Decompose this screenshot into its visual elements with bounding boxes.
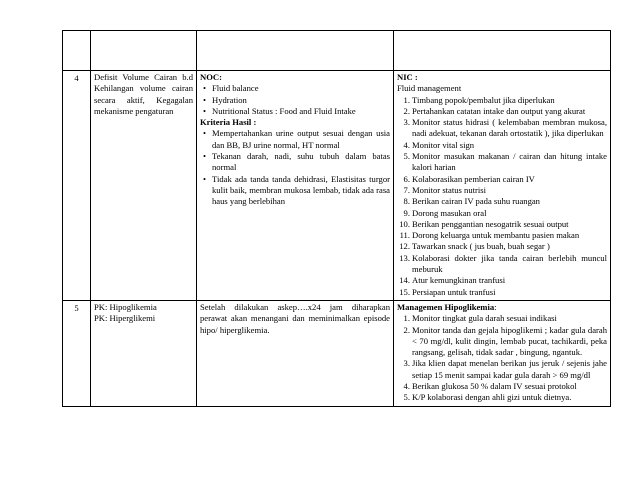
- nic-item-number: 3.: [403, 358, 410, 369]
- kriteria-heading: Kriteria Hasil :: [200, 117, 257, 128]
- nic-item-number: 7.: [403, 184, 410, 195]
- table-row-5: [63, 300, 611, 406]
- nic-item-text: Pertahankan catatan intake dan output yang akurat: [412, 105, 586, 116]
- nic-item-text: Persiapan untuk tranfusi: [412, 286, 496, 297]
- nic-item-text: K/P kolaborasi dengan ahli gizi untuk dietnya.: [412, 392, 572, 403]
- nic-item-text: Dorong masukan oral: [412, 207, 487, 218]
- nic-item-text: Kolaborasi dokter jika tanda cairan berlebih muncul meburuk: [412, 252, 607, 275]
- nic-item-text: Timbang popok/pembalut jika diperlukan: [412, 94, 555, 105]
- row-number: 5: [63, 300, 91, 406]
- nic-list: [397, 95, 607, 298]
- nic-item-text: Atur kemungkinan tranfusi: [412, 275, 506, 286]
- nic-item-number: 1.: [403, 94, 410, 105]
- nic-heading: NIC :: [397, 72, 418, 82]
- nic-item: [403, 392, 607, 403]
- diagnosis-cell: Defisit Volume Cairan b.d Kehilangan volume cairan secara aktif, Kegagalan mekanisme pengaturan: [91, 71, 197, 301]
- nic-item-number: 1.: [403, 313, 410, 324]
- nic-item: [403, 196, 607, 207]
- nic-heading-line: [397, 302, 607, 313]
- kriteria-item: • Tekanan darah, nadi, suhu tubuh dalam batas normal: [212, 151, 390, 174]
- nic-item: [403, 358, 607, 381]
- nic-item-text: Dorong keluarga untuk membantu pasien makan: [412, 230, 580, 241]
- kriteria-item: • Tidak ada tanda tanda dehidrasi, Elastisitas turgor kulit baik, membran mukosa lembab, tidak ada rasa haus yang berlebihan: [212, 174, 390, 208]
- kriteria-item: • Mempertahankan urine output sesuai dengan usia dan BB, BJ urine normal, HT normal: [212, 128, 390, 151]
- empty-cell: [91, 31, 197, 71]
- noc-cell: [197, 71, 394, 301]
- nic-item-number: 12.: [399, 241, 410, 252]
- table-row-top-continuation: [63, 31, 611, 71]
- nic-item: [403, 117, 607, 140]
- nic-item-number: 6.: [403, 173, 410, 184]
- diagnosis-line: PK: Hipoglikemia: [94, 301, 157, 312]
- nic-item-text: Jika klien dapat menelan berikan jus jeruk / sejenis jahe setiap 15 menit sampai kadar gula darah > 69 mg/dl: [412, 358, 607, 380]
- kriteria-list: [200, 128, 390, 207]
- nic-item-text: Berikan cairan IV pada suhu ruangan: [412, 196, 540, 207]
- nic-item-number: 14.: [399, 275, 410, 286]
- nic-item-number: 15.: [399, 286, 410, 297]
- noc-item: • Hydration: [212, 95, 390, 106]
- nic-item: [403, 313, 607, 324]
- nic-item-number: 10.: [399, 218, 410, 229]
- nic-item: [399, 275, 607, 286]
- nic-item-number: 2.: [403, 324, 410, 335]
- nic-item: [399, 241, 607, 252]
- nic-item: [399, 230, 607, 241]
- nic-item-number: 8.: [403, 196, 410, 207]
- nic-item-text: Berikan penggantian nesogatrik sesuai output: [412, 218, 569, 229]
- nic-item: [403, 381, 607, 392]
- noc-item: • Fluid balance: [212, 83, 390, 94]
- nic-item: [399, 252, 607, 276]
- row-number: 4: [63, 71, 91, 301]
- diagnosis-cell: [91, 300, 197, 406]
- noc-list: [200, 83, 390, 117]
- nic-item-text: Kolaborasikan pemberian cairan IV: [412, 173, 535, 184]
- nic-item-number: 5.: [403, 151, 410, 162]
- nic-item: [403, 139, 607, 151]
- nic-item: [403, 105, 607, 117]
- nic-item: [403, 207, 607, 219]
- empty-cell: [63, 31, 91, 71]
- nic-item: [403, 173, 607, 185]
- nic-item-number: 13.: [399, 252, 410, 263]
- nic-item-text: Monitor tingkat gula darah sesuai indikasi: [412, 313, 557, 324]
- nic-item: [399, 286, 607, 298]
- care-plan-table: [62, 30, 611, 407]
- nic-item: [403, 151, 607, 174]
- nic-item: [403, 324, 607, 359]
- noc-cell: Setelah dilakukan askep….x24 jam diharapkan perawat akan menangani dan meminimalkan episode hipo/ hiperglikemia.: [197, 300, 394, 406]
- nic-subheading: Fluid management: [397, 83, 462, 94]
- nic-item: [403, 94, 607, 106]
- nic-item-number: 11.: [399, 230, 410, 241]
- empty-cell: [197, 31, 394, 71]
- nic-item-number: 9.: [403, 207, 410, 218]
- nic-item: [399, 218, 607, 230]
- noc-heading: NOC:: [200, 72, 222, 82]
- nic-item-text: Monitor vital sign: [412, 139, 475, 150]
- table-row-4: [63, 71, 611, 301]
- nic-item-number: 4.: [403, 381, 410, 392]
- nic-item-number: 5.: [403, 392, 410, 403]
- noc-item: • Nutritional Status : Food and Fluid Intake: [212, 106, 390, 117]
- empty-cell: [394, 31, 611, 71]
- nic-item-text: Berikan glukosa 50 % dalam IV sesuai protokol: [412, 381, 577, 392]
- nic-item-text: Monitor status hidrasi ( kelembaban membran mukosa, nadi adekuat, tekanan darah ortostatik ), jika diperlukan: [412, 117, 607, 139]
- nic-cell: [394, 71, 611, 301]
- nic-item-text: Monitor tanda dan gejala hipoglikemi ; kadar gula darah < 70 mg/dl, kulit dingin, lembab pucat, tachikardi, peka rangsang, gelisah, tidak sadar , bingung, ngantuk.: [412, 324, 607, 358]
- nic-list: [397, 313, 607, 403]
- nic-item: [403, 184, 607, 196]
- nic-heading: Managemen Hipoglikemia: [397, 301, 495, 312]
- nic-item-text: Monitor status nutrisi: [412, 184, 487, 195]
- nic-item-text: Monitor masukan makanan / cairan dan hitung intake kalori harian: [412, 151, 607, 173]
- diagnosis-line: PK: Hiperglikemi: [94, 313, 156, 324]
- nic-item-text: Tawarkan snack ( jus buah, buah segar ): [412, 241, 550, 252]
- nic-item-number: 2.: [403, 105, 410, 116]
- nic-heading-colon: :: [494, 301, 497, 312]
- nic-item-number: 3.: [403, 117, 410, 128]
- nic-cell: [394, 300, 611, 406]
- nic-item-number: 4.: [403, 139, 410, 150]
